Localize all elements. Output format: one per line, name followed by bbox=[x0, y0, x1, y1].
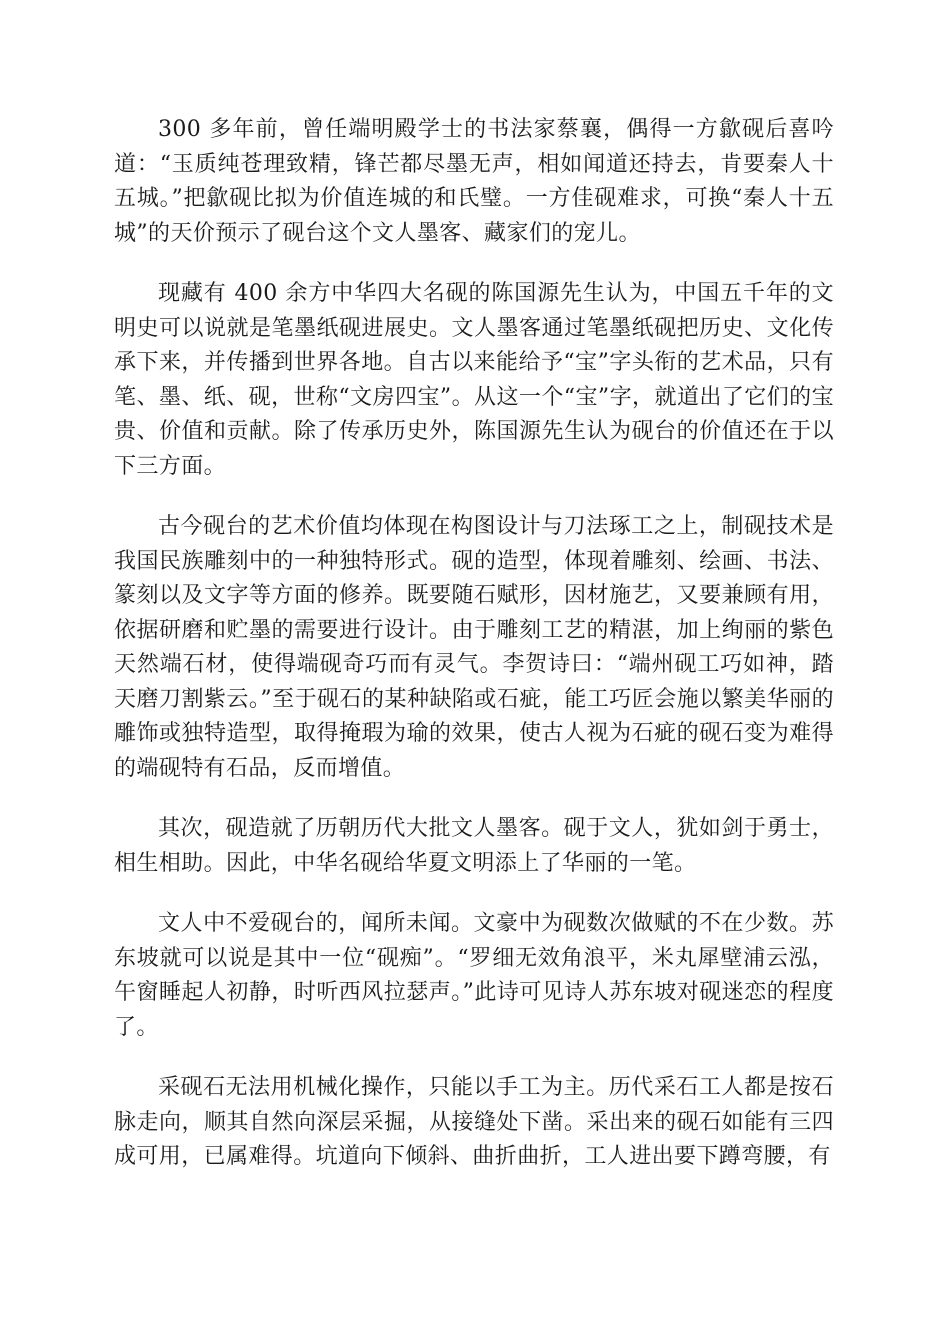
document-body bbox=[114, 113, 834, 1201]
paragraph-6: 采砚石无法用机械化操作，只能以手工为主。历代采石工人都是按石脉走向，顺其自然向深层采掘，从接缝处下凿。采出来的砚石如能有三四成可用，已属难得。坑道向下倾斜、曲折曲折，工人进出要下蹲弯腰，有 bbox=[114, 1075, 834, 1169]
paragraph-5: 文人中不爱砚台的，闻所未闻。文豪中为砚数次做赋的不在少数。苏东坡就可以说是其中一位“砚痴”。“罗细无效角浪平，米丸犀壁浦云泓，午窗睡起人初静，时听西风拉瑟声。”此诗可见诗人苏东坡对砚迷恋的程度了。 bbox=[114, 911, 834, 1040]
paragraph-1: 300 多年前，曾任端明殿学士的书法家蔡襄，偶得一方歙砚后喜吟道：“玉质纯苍理致精，锋芒都尽墨无声，相如闻道还持去，肯要秦人十五城。”把歙砚比拟为价值连城的和氏璧。一方佳砚难求，可换“秦人十五城”的天价预示了砚台这个文人墨客、藏家们的宠儿。 bbox=[114, 117, 834, 246]
paragraph-3: 古今砚台的艺术价值均体现在构图设计与刀法琢工之上，制砚技术是我国民族雕刻中的一种独特形式。砚的造型，体现着雕刻、绘画、书法、篆刻以及文字等方面的修养。既要随石赋形，因材施艺，又要兼顾有用，依据研磨和贮墨的需要进行设计。由于雕刻工艺的精湛，加上绚丽的紫色天然端石材，使得端砚奇巧而有灵气。李贺诗曰：“端州砚工巧如神，踏天磨刀割紫云。”至于砚石的某种缺陷或石疵，能工巧匠会施以繁美华丽的雕饰或独特造型，取得掩瑕为瑜的效果，使古人视为石疵的砚石变为难得的端砚特有石品，反而增值。 bbox=[114, 514, 834, 781]
paragraph-4: 其次，砚造就了历朝历代大批文人墨客。砚于文人，犹如剑于勇士，相生相助。因此，中华名砚给华夏文明添上了华丽的一笔。 bbox=[114, 816, 834, 876]
paragraph-2: 现藏有 400 余方中华四大名砚的陈国源先生认为，中国五千年的文明史可以说就是笔墨纸砚进展史。文人墨客通过笔墨纸砚把历史、文化传承下来，并传播到世界各地。自古以来能给予“宝”字头衔的艺术品，只有笔、墨、纸、砚，世称“文房四宝”。从这一个“宝”字，就道出了它们的宝贵、价值和贡献。除了传承历史外，陈国源先生认为砚台的价值还在于以下三方面。 bbox=[114, 281, 834, 479]
